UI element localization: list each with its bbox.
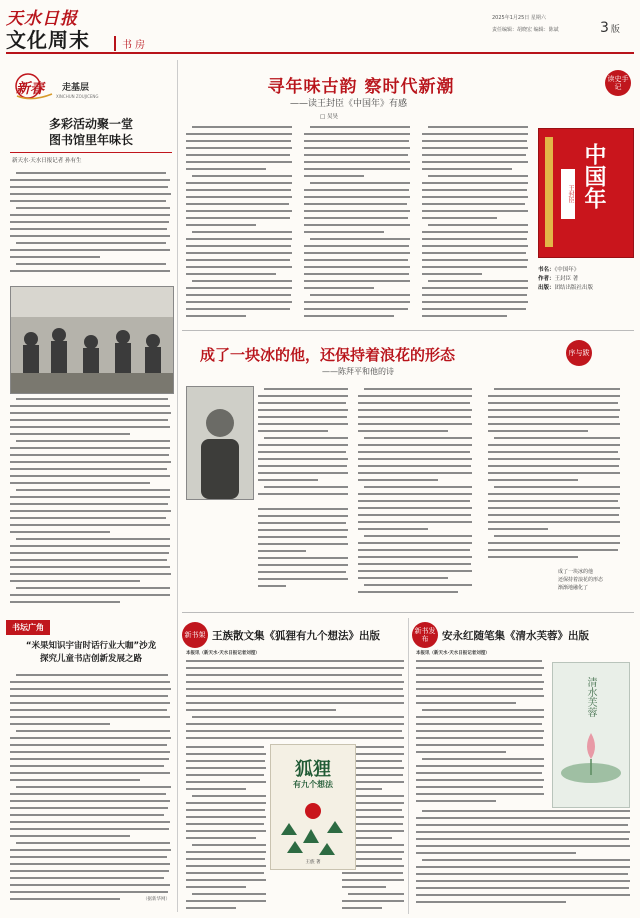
wangzu-headline: 王族散文集《狐狸有九个想法》出版 bbox=[212, 630, 380, 642]
new-book-badge: 新书架 bbox=[182, 622, 208, 648]
essay-poem-excerpt bbox=[558, 568, 603, 592]
story-headline-line2: 图书馆里年味长 bbox=[48, 133, 133, 147]
body-text-lines bbox=[10, 672, 172, 912]
book-info-title-label: 书名： bbox=[538, 267, 555, 273]
essay-subhead: ——陈拜平和他的诗 bbox=[322, 367, 394, 376]
poem-line: 成了一块冰的他 bbox=[558, 569, 594, 575]
cover-title: 中国年 bbox=[581, 143, 607, 209]
body-text-lines bbox=[10, 396, 172, 610]
story2-headline-line1: “米果知识宇宙时话行业大咖”沙龙 bbox=[25, 641, 157, 651]
body-text-lines bbox=[186, 124, 530, 324]
photo-content bbox=[11, 287, 173, 393]
anyonghong-lead: 本报讯（新天水·天水日报记者刘滢） bbox=[416, 651, 490, 656]
essay-headline: 成了一块冰的他，还保持着浪花的形态 bbox=[200, 346, 456, 364]
book-info bbox=[538, 266, 634, 293]
story2-headline bbox=[10, 640, 172, 666]
fox-cover-subtitle: 有九个想法 bbox=[293, 780, 333, 789]
essay-body bbox=[258, 386, 628, 606]
cover-stripe bbox=[545, 137, 553, 247]
story2-credit: （据新华网） bbox=[143, 897, 170, 902]
fox-cover-title: 狐狸 bbox=[295, 759, 331, 780]
story-byline: 新天水·天水日报记者 孙有生 bbox=[12, 158, 82, 164]
page-number-value: 3 bbox=[600, 20, 609, 36]
book-cover-qingshuifurong bbox=[552, 662, 630, 808]
library-event-photo bbox=[10, 286, 174, 394]
masthead-rule bbox=[6, 52, 634, 54]
portrait-content bbox=[187, 387, 253, 499]
section-divider bbox=[182, 612, 634, 613]
lotus-cover-title: 清水芙蓉 bbox=[585, 677, 596, 717]
column-divider bbox=[408, 618, 409, 914]
poem-line: 还保持着浪花的形态 bbox=[558, 577, 604, 583]
issue-date: 2025年1月25日 星期六 bbox=[492, 15, 546, 21]
logo-sub: 走基层 bbox=[62, 83, 90, 93]
feature-body bbox=[186, 124, 530, 324]
anyonghong-headline: 安永红随笔集《清水芙蓉》出版 bbox=[442, 630, 589, 642]
section-title: 文化周末 bbox=[6, 28, 90, 52]
logo-pinyin: XINCHUN ZOUJICENG bbox=[56, 94, 99, 99]
book-cover-zhongguonian bbox=[538, 128, 634, 258]
poem-line: 渐渐地融化了 bbox=[558, 585, 589, 591]
book-info-press: 团结出版社出版 bbox=[554, 285, 594, 291]
book-info-title: 《中国年》 bbox=[554, 267, 580, 273]
feature-subhead: ——读王封臣《中国年》有感 bbox=[290, 99, 408, 109]
book-info-press-label: 出版： bbox=[538, 285, 555, 291]
body-text-lines bbox=[10, 170, 172, 280]
new-book-release-badge: 新书发布 bbox=[412, 622, 438, 648]
story2-headline-line2: 探究儿童书店创新发展之路 bbox=[39, 654, 142, 664]
book-info-author: 王封臣 著 bbox=[554, 276, 579, 282]
story-rule bbox=[10, 152, 172, 153]
fox-cover-art bbox=[271, 795, 355, 859]
column-divider bbox=[177, 60, 178, 912]
feature-byline: □ 吴昊 bbox=[320, 114, 338, 120]
story2-body bbox=[10, 672, 172, 912]
page-label: 书房 bbox=[114, 36, 148, 51]
essay-category-badge: 序与跋 bbox=[566, 340, 592, 366]
feature-headline: 寻年味古韵 察时代新潮 bbox=[267, 77, 455, 97]
page-number-unit: 版 bbox=[610, 25, 620, 35]
wangzu-lead: 本报讯（新天水·天水日报记者刘滢） bbox=[186, 651, 260, 656]
book-info-author-label: 作者： bbox=[538, 276, 555, 282]
newspaper-logo: 天水日报 bbox=[6, 9, 78, 29]
editor-credit: 责任编辑：胡晓宏 编辑：陈斌 bbox=[492, 27, 559, 33]
new-year-logo bbox=[12, 72, 132, 106]
section-divider bbox=[182, 330, 634, 331]
story-body-2 bbox=[10, 396, 172, 610]
story-body-1 bbox=[10, 170, 172, 284]
story-headline-line1: 多彩活动聚一堂 bbox=[48, 117, 133, 131]
section-corner-tag: 书坛广角 bbox=[6, 620, 50, 635]
feature-category-badge: 读史手记 bbox=[605, 70, 631, 96]
book-cover-fox bbox=[270, 744, 356, 870]
cover-author: 王封臣 bbox=[561, 169, 575, 219]
page-number bbox=[600, 20, 620, 36]
author-portrait bbox=[186, 386, 254, 500]
logo-script: 新春 bbox=[16, 81, 44, 97]
fox-cover-author: 王族 著 bbox=[305, 860, 321, 865]
story-headline bbox=[10, 116, 172, 148]
